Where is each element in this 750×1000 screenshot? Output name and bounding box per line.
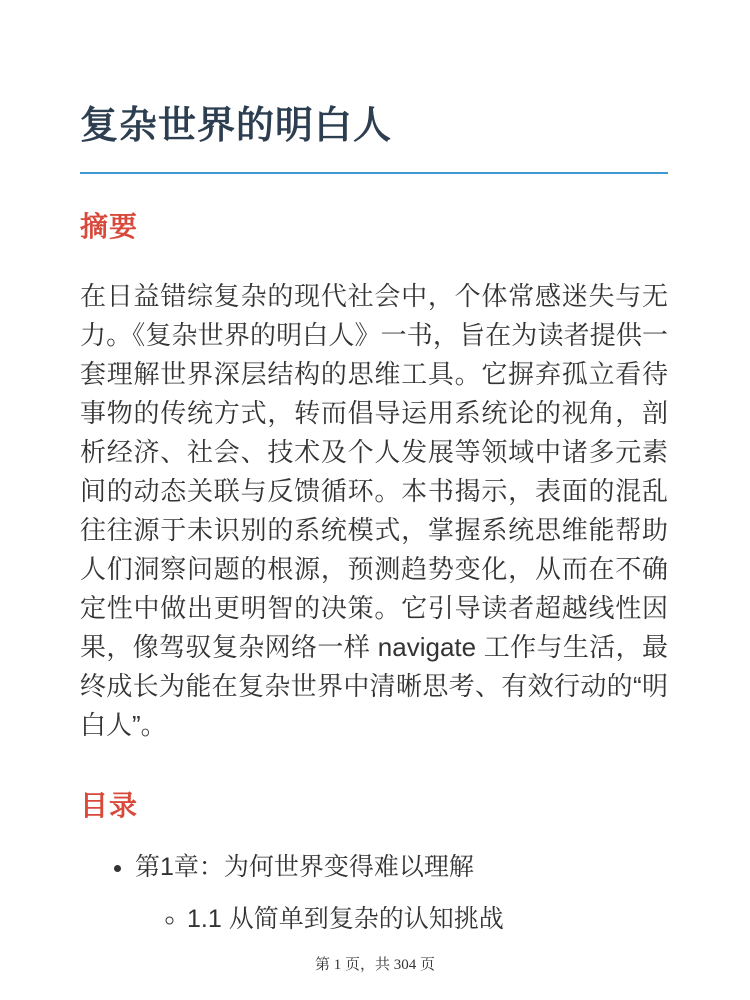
title-divider <box>80 172 668 174</box>
toc-subitem-label: 1.1 从简单到复杂的认知挑战 <box>187 905 504 934</box>
page-title: 复杂世界的明白人 <box>80 105 393 147</box>
toc-heading: 目录 <box>80 790 139 822</box>
abstract-heading: 摘要 <box>80 210 139 242</box>
abstract-paragraph: 在日益错综复杂的现代社会中，个体常感迷失与无力。《复杂世界的明白人》一书，旨在为读者提供一套理解世界深层结构的思维工具。它摒弃孤立看待事物的传统方式，转而倡导运用系统论的视角，剖析经济、社会、技术及个人发展等领域中诸多元素间的动态关联与反馈循环。本书揭示，表面的混乱往往源于未识别的系统模式，掌握系统思维能帮助人们洞察问题的根源，预测趋势变化，从而在不确定性中做出更明智的决策。它引导读者超越线性因果，像驾驭复杂网络一样 navigate 工作与生活，最终成长为能在复杂世界中清晰思考、有效行动的“明白人”。 <box>80 281 668 741</box>
page-footer: 第 1 页，共 304 页 <box>314 957 435 973</box>
toc-item-label: 第1章：为何世界变得难以理解 <box>135 852 474 881</box>
toc-sublist <box>135 901 668 937</box>
toc-subitem-1-1 <box>187 901 668 937</box>
toc-item-chapter-1 <box>135 849 668 938</box>
toc-list <box>80 849 668 938</box>
